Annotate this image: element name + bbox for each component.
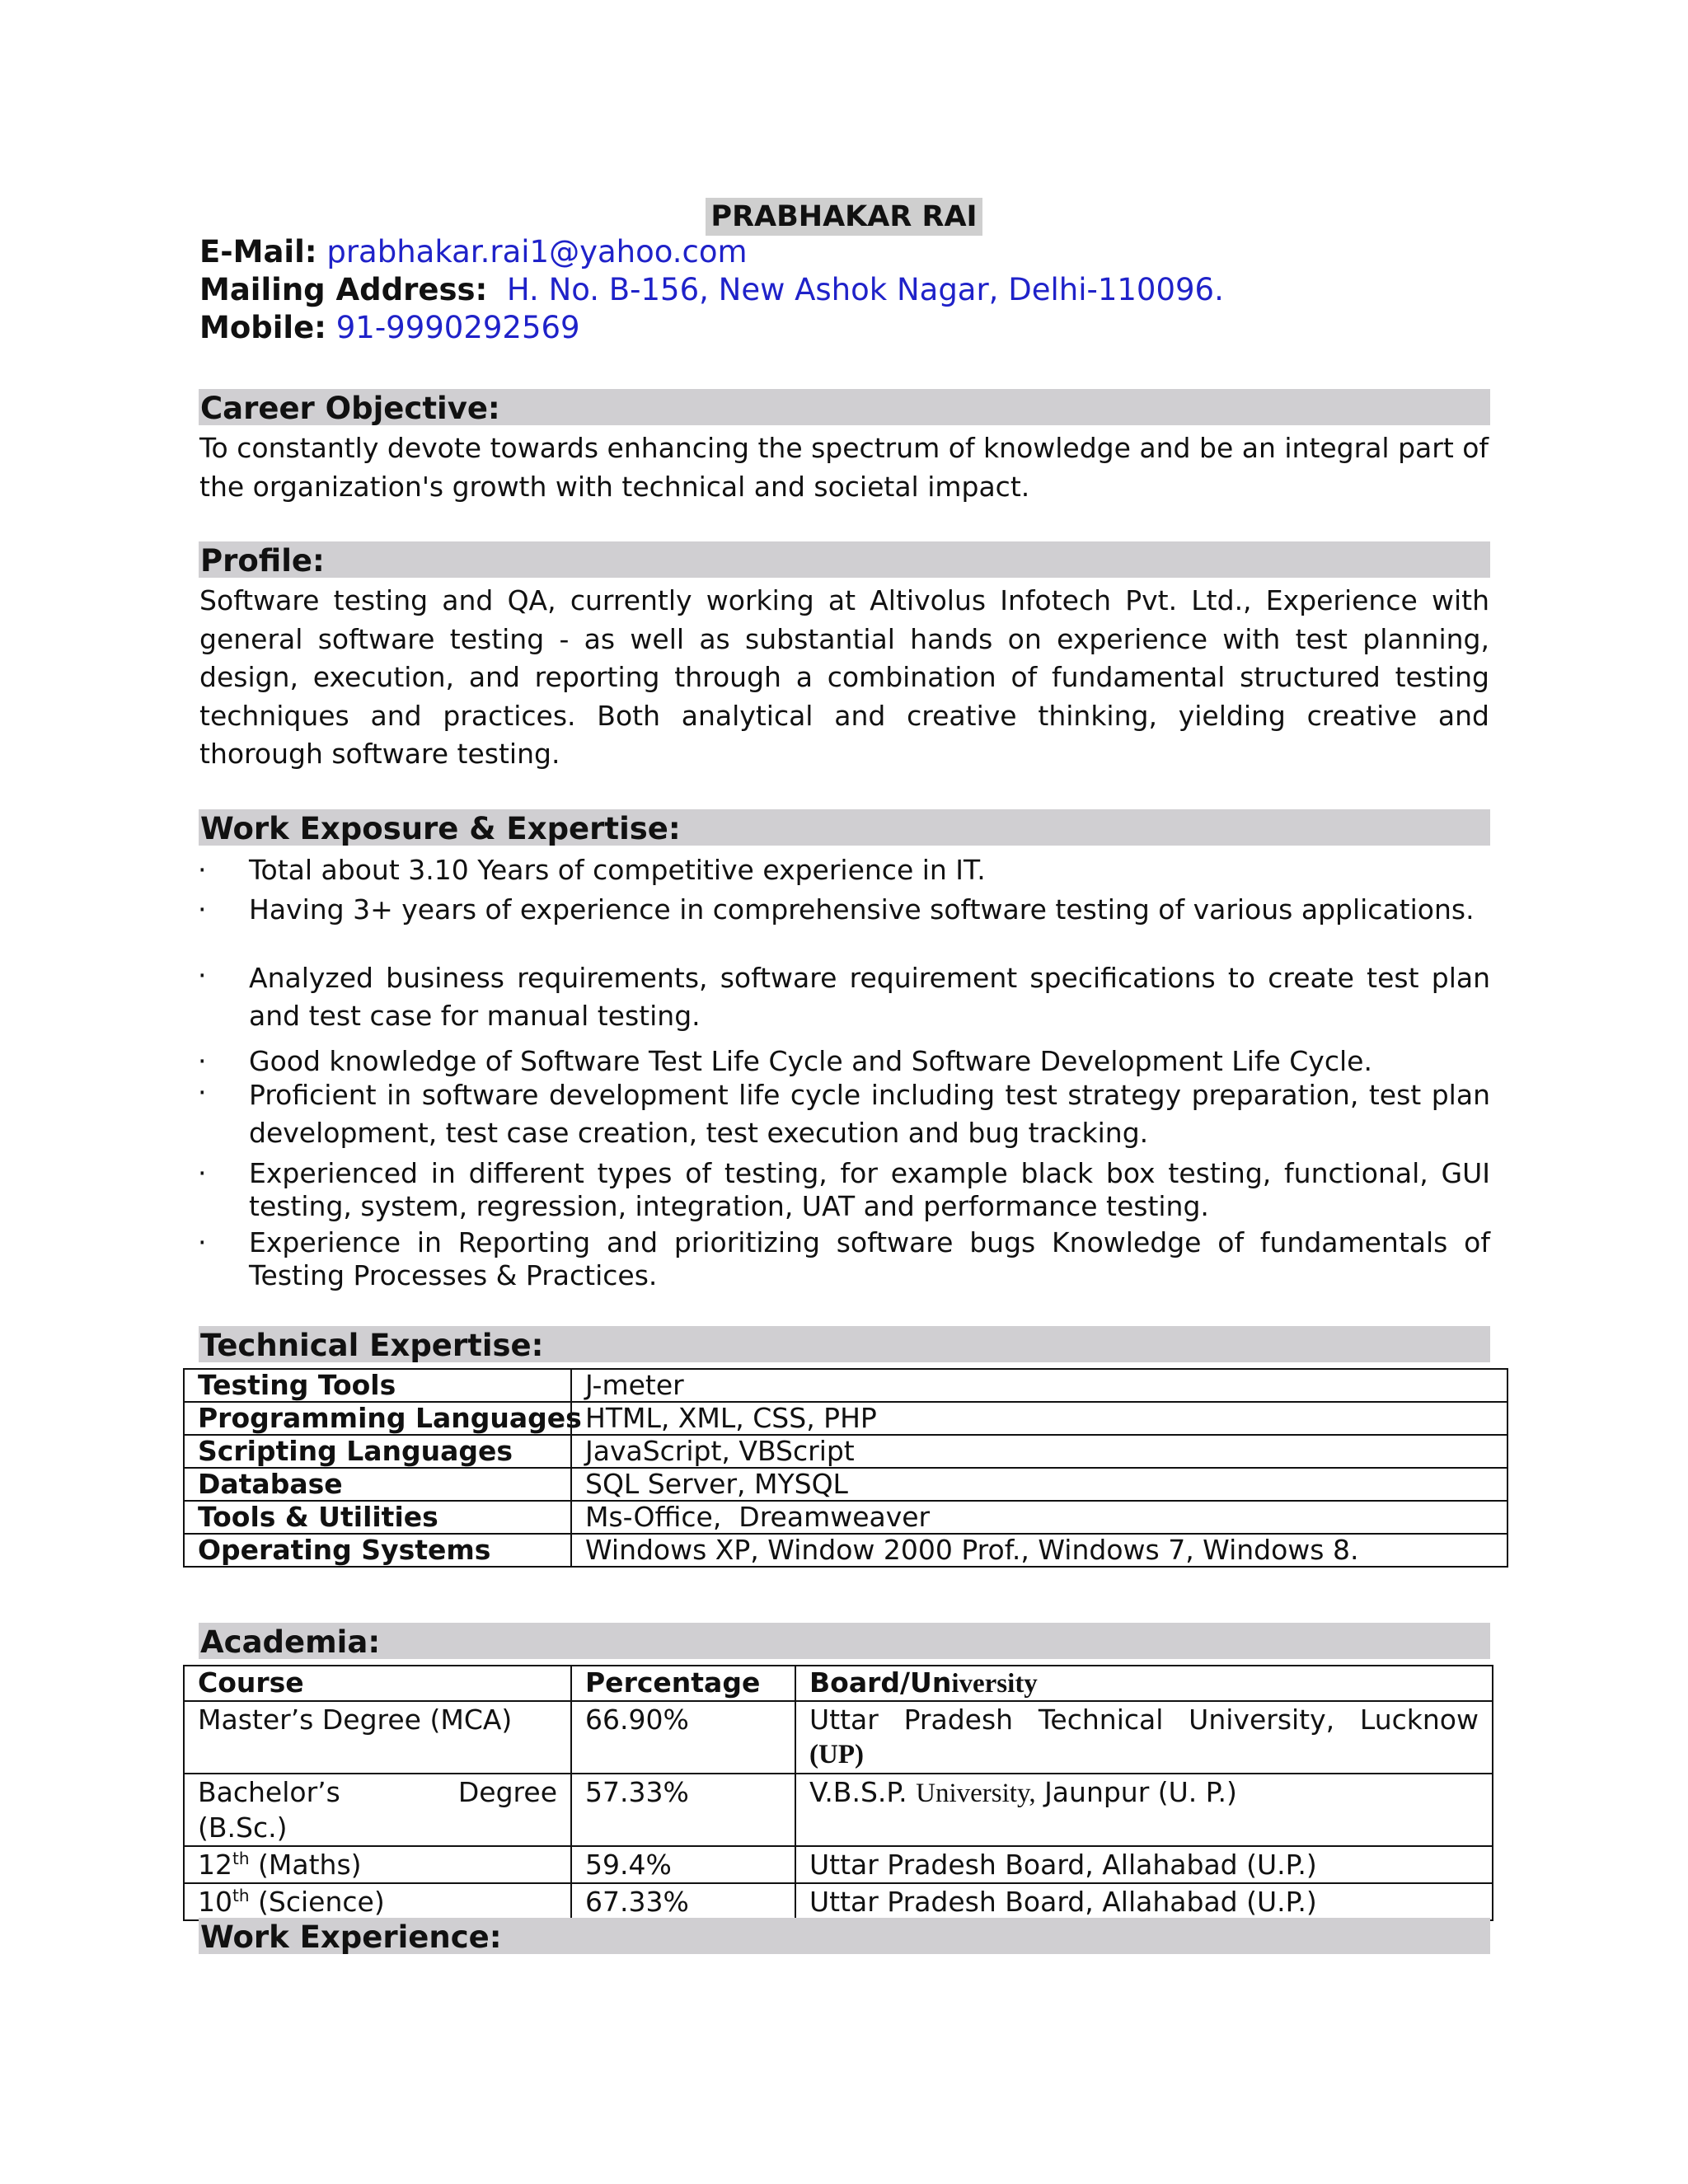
list-item bbox=[198, 854, 1490, 887]
mobile-label: Mobile: bbox=[199, 310, 326, 345]
mobile-value: 91-9990292569 bbox=[335, 310, 580, 345]
name-wrap bbox=[0, 198, 1688, 236]
career-objective-heading: Career Objective: bbox=[199, 389, 1490, 425]
list-item-text: Proficient in software development life cycle including test strategy preparation, test plan development, test case creation, test execution and bug tracking. bbox=[249, 1079, 1490, 1149]
list-item bbox=[198, 1226, 1490, 1292]
course-cell bbox=[184, 1883, 571, 1920]
course-superscript: th bbox=[232, 1886, 250, 1905]
email-line bbox=[199, 233, 748, 271]
board-cell: Uttar Pradesh Board, Allahabad (U.P.) bbox=[795, 1883, 1493, 1920]
list-item bbox=[198, 1045, 1490, 1078]
course-cell: Master’s Degree (MCA) bbox=[184, 1701, 571, 1774]
tech-key: Tools & Utilities bbox=[184, 1501, 571, 1534]
profile-text: Software testing and QA, currently working at Altivolus Infotech Pvt. Ltd., Experience with general software testing - as well as substantial hands on experience with test planning, design, execution, and reporting through a combination of fundamental structured testing techniques and practices. Both analytical and creative thinking, yielding creative and thorough software testing. bbox=[199, 584, 1489, 770]
list-item-text: Experienced in different types of testing, for example black box testing, functional, GUI testing, system, regression, integration, UAT and performance testing. bbox=[249, 1157, 1490, 1222]
course-text: 10 bbox=[198, 1886, 232, 1918]
course-text: (Maths) bbox=[249, 1849, 362, 1881]
list-item-text: Analyzed business requirements, software requirement specifications to create test plan and test case for manual testing. bbox=[249, 962, 1490, 1032]
list-item-text: Having 3+ years of experience in comprehensive software testing of various applications. bbox=[249, 893, 1475, 926]
bullet-icon: · bbox=[198, 1076, 207, 1108]
bullet-icon: · bbox=[198, 893, 207, 926]
column-header-board bbox=[795, 1666, 1493, 1701]
list-item bbox=[198, 959, 1490, 1035]
table-row bbox=[184, 1534, 1507, 1567]
board-cell bbox=[795, 1701, 1493, 1774]
academia-table bbox=[183, 1665, 1493, 1921]
tech-value: SQL Server, MYSQL bbox=[571, 1468, 1507, 1501]
course-superscript: th bbox=[232, 1849, 250, 1868]
candidate-name: PRABHAKAR RAI bbox=[706, 198, 982, 236]
list-item bbox=[198, 1157, 1490, 1223]
table-row bbox=[184, 1435, 1507, 1468]
table-row bbox=[184, 1369, 1507, 1402]
work-experience-heading: Work Experience: bbox=[199, 1918, 1490, 1954]
course-text: (B.Sc.) bbox=[198, 1811, 288, 1844]
percentage-cell: 57.33% bbox=[571, 1774, 795, 1846]
table-row bbox=[184, 1774, 1493, 1846]
work-exposure-heading: Work Exposure & Expertise: bbox=[199, 809, 1490, 846]
tech-key: Operating Systems bbox=[184, 1534, 571, 1567]
tech-key: Testing Tools bbox=[184, 1369, 571, 1402]
technical-expertise-heading: Technical Expertise: bbox=[199, 1326, 1490, 1362]
technical-table bbox=[183, 1368, 1508, 1568]
table-header-row bbox=[184, 1666, 1493, 1701]
list-item bbox=[198, 1076, 1490, 1152]
percentage-cell: 66.90% bbox=[571, 1701, 795, 1774]
table-row bbox=[184, 1402, 1507, 1435]
list-item bbox=[198, 893, 1490, 926]
course-cell bbox=[184, 1774, 571, 1846]
list-item-text: Good knowledge of Software Test Life Cycle and Software Development Life Cycle. bbox=[249, 1045, 1372, 1077]
board-text: V.B.S.P. bbox=[809, 1776, 907, 1808]
mobile-line bbox=[199, 309, 580, 347]
percentage-cell: 67.33% bbox=[571, 1883, 795, 1920]
email-label: E-Mail: bbox=[199, 234, 317, 269]
address-line bbox=[199, 271, 1224, 309]
tech-key: Database bbox=[184, 1468, 571, 1501]
email-link[interactable]: prabhakar.rai1@yahoo.com bbox=[326, 234, 748, 269]
tech-value: Ms-Office, Dreamweaver bbox=[571, 1501, 1507, 1534]
tech-value: HTML, XML, CSS, PHP bbox=[571, 1402, 1507, 1435]
address-label: Mailing Address: bbox=[199, 272, 488, 307]
board-header-part: Board/Un bbox=[809, 1666, 952, 1699]
list-item-text: Experience in Reporting and prioritizing software bugs Knowledge of fundamentals of Testing Processes & Practices. bbox=[249, 1226, 1490, 1291]
tech-key: Scripting Languages bbox=[184, 1435, 571, 1468]
table-row bbox=[184, 1501, 1507, 1534]
bullet-icon: · bbox=[198, 1226, 207, 1258]
course-cell bbox=[184, 1846, 571, 1883]
bullet-icon: · bbox=[198, 854, 207, 886]
course-text: 12 bbox=[198, 1849, 232, 1881]
board-text: (UP) bbox=[809, 1740, 864, 1769]
course-text: Bachelor’s bbox=[198, 1776, 340, 1808]
course-text: (Science) bbox=[249, 1886, 385, 1918]
address-value: H. No. B-156, New Ashok Nagar, Delhi-110096. bbox=[506, 272, 1224, 307]
board-cell: Uttar Pradesh Board, Allahabad (U.P.) bbox=[795, 1846, 1493, 1883]
bullet-icon: · bbox=[198, 1045, 207, 1077]
academia-heading: Academia: bbox=[199, 1623, 1490, 1659]
table-row bbox=[184, 1701, 1493, 1774]
list-item-text: Total about 3.10 Years of competitive experience in IT. bbox=[249, 854, 986, 886]
board-text: University, bbox=[916, 1779, 1036, 1808]
course-text: Degree bbox=[457, 1776, 557, 1808]
table-row bbox=[184, 1883, 1493, 1920]
table-row bbox=[184, 1846, 1493, 1883]
tech-value: Windows XP, Window 2000 Prof., Windows 7, Windows 8. bbox=[571, 1534, 1507, 1567]
bullet-icon: · bbox=[198, 959, 207, 991]
tech-value: JavaScript, VBScript bbox=[571, 1435, 1507, 1468]
career-objective-text: To constantly devote towards enhancing the spectrum of knowledge and be an integral part of the organization's growth with technical and societal impact. bbox=[199, 432, 1489, 503]
tech-value: J-meter bbox=[571, 1369, 1507, 1402]
course-line bbox=[198, 1774, 570, 1810]
board-header-part: iversity bbox=[951, 1669, 1038, 1699]
profile-heading: Profile: bbox=[199, 541, 1490, 578]
board-text: Jaunpur (U. P.) bbox=[1044, 1776, 1237, 1808]
bullet-icon: · bbox=[198, 1157, 207, 1189]
board-text: Uttar Pradesh Technical University, Lucknow bbox=[809, 1704, 1479, 1736]
board-cell bbox=[795, 1774, 1493, 1846]
percentage-cell: 59.4% bbox=[571, 1846, 795, 1883]
column-header-percentage: Percentage bbox=[571, 1666, 795, 1701]
tech-key: Programming Languages bbox=[184, 1402, 571, 1435]
table-row bbox=[184, 1468, 1507, 1501]
column-header-course: Course bbox=[184, 1666, 571, 1701]
